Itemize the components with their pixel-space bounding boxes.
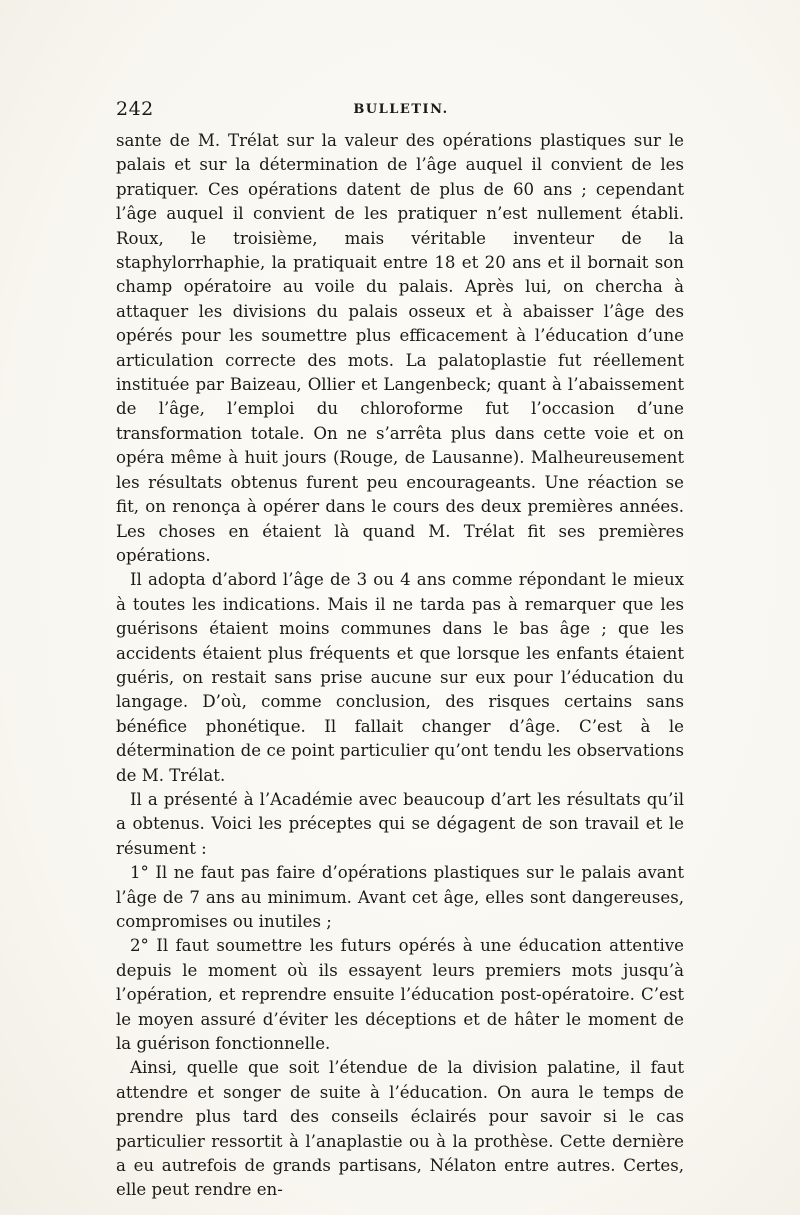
paragraph: Il adopta d’abord l’âge de 3 ou 4 ans comme répondant le mieux à toutes les indications. Mais il ne tarda pas à remarquer que les guérisons étaient moins communes dans le bas âge ; que les accidents étaient plus fréquents et que lorsque les enfants étaient guéris, on restait sans prise aucune sur eux pour l’éducation du langage. D’où, comme conclusion, des risques certains sans bénéfice phonétique. Il fallait changer d’âge. C’est à le détermination de ce point particulier qu’ont tendu les observations de M. Trélat.: [116, 570, 684, 785]
list-item-precept-2: 2° Il faut soumettre les futurs opérés à une éducation attentive depuis le moment où ils essayent leurs premiers mots jusqu’à l’opération, et reprendre ensuite l’éducation post-opératoire. C’est le moyen assuré d’éviter les déceptions et de hâter le moment de la guérison fonctionnelle.: [116, 936, 684, 1054]
paragraph: Il a présenté à l’Académie avec beaucoup d’art les résultats qu’il a obtenus. Voici les préceptes qui se dégagent de son travail et le résument :: [116, 789, 684, 858]
page-header: [116, 98, 686, 124]
paragraph: Ainsi, quelle que soit l’étendue de la division palatine, il faut attendre et songer de suite à l’éducation. On aura le temps de prendre plus tard des conseils éclairés pour savoir si le cas particulier ressortit à l’anaplastie ou à la prothèse. Cette dernière a eu autrefois de grands partisans, Nélaton entre autres. Certes, elle peut rendre en-: [116, 1058, 684, 1200]
body-text: [116, 129, 684, 1203]
page-number: 242: [116, 98, 154, 120]
paragraph: sante de M. Trélat sur la valeur des opérations plastiques sur le palais et sur la détermination de l’âge auquel il convient de les pratiquer. Ces opérations datent de plus de 60 ans ; cependant l’âge auquel il convient de les pratiquer n’est nullement établi. Roux, le troisième, mais véritable inventeur de la staphylorrhaphie, la pratiquait entre 18 et 20 ans et il bornait son champ opératoire au voile du palais. Après lui, on chercha à attaquer les divisions du palais osseux et à abaisser l’âge des opérés pour les soumettre plus efficacement à l’éducation d’une articulation correcte des mots. La palatoplastie fut réellement instituée par Baizeau, Ollier et Langenbeck; quant à l’abaissement de l’âge, l’emploi du chloroforme fut l’occasion d’une transformation totale. On ne s’arrêta plus dans cette voie et on opéra même à huit jours (Rouge, de Lausanne). Malheureusement les résultats obtenus furent peu encourageants. Une réaction se fit, on renonça à opérer dans le cours des deux premières années. Les choses en étaient là quand M. Trélat fit ses premières opérations.: [116, 131, 684, 565]
running-head: BULLETIN.: [353, 102, 449, 117]
list-item-precept-1: 1° Il ne faut pas faire d’opérations plastiques sur le palais avant l’âge de 7 ans au minimum. Avant cet âge, elles sont dangereuses, compromises ou inutiles ;: [116, 863, 684, 931]
